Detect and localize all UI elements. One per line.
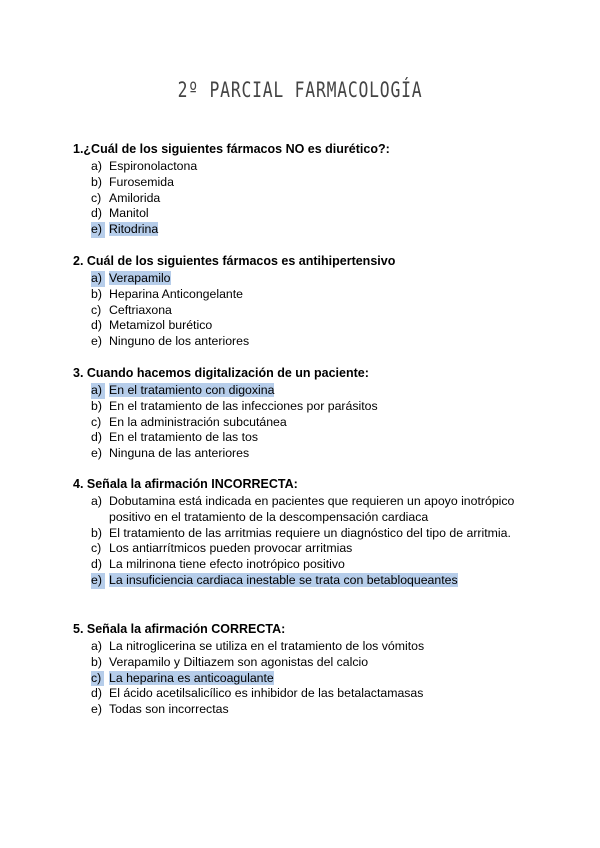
- answer-option: [73, 383, 543, 399]
- answer-option: [73, 334, 543, 350]
- option-letter: a): [91, 639, 102, 653]
- option-letter: c): [91, 190, 102, 205]
- option-letter: d): [91, 430, 102, 445]
- answer-option: [73, 430, 543, 446]
- option-text: Amilorida: [109, 190, 161, 205]
- answer-option: [73, 303, 543, 319]
- highlighted-answer-text: La insuficiencia cardiaca inestable se trata con betabloqueantes: [109, 572, 458, 587]
- option-list: [73, 639, 543, 718]
- answer-option: [73, 686, 543, 702]
- answer-option: [73, 639, 543, 655]
- option-text: Dobutamina está indicada en pacientes que requieren un apoyo inotrópico positivo en el tratamiento de la descompensación cardiaca: [109, 494, 515, 524]
- option-letter: b): [91, 398, 102, 413]
- answer-option: [73, 175, 543, 191]
- answer-option: [73, 573, 543, 589]
- option-letter: a): [91, 494, 102, 508]
- answer-option: [73, 159, 543, 175]
- option-list: [73, 159, 543, 238]
- answer-option: [73, 271, 543, 287]
- question-3: [73, 366, 543, 462]
- option-text: Espironolactona: [109, 159, 198, 173]
- answer-option: [73, 318, 543, 334]
- answer-option: [73, 671, 543, 687]
- option-text: El tratamiento de las arritmias requiere un diagnóstico del tipo de arritmia.: [109, 525, 511, 540]
- option-letter: e): [91, 334, 102, 349]
- page-title: 2º PARCIAL FARMACOLOGÍA: [177, 78, 423, 102]
- answer-option: [73, 222, 543, 238]
- question-2: [73, 254, 543, 350]
- option-letter: c): [91, 671, 104, 687]
- option-text: Ceftriaxona: [109, 302, 172, 317]
- option-text: La nitroglicerina se utiliza en el tratamiento de los vómitos: [109, 639, 425, 653]
- option-text: Verapamilo y Diltiazem son agonistas del calcio: [109, 654, 369, 669]
- answer-option: [73, 655, 543, 671]
- answer-option: [73, 446, 543, 462]
- highlighted-answer-text: La heparina es anticoagulante: [109, 670, 274, 685]
- answer-option: [73, 541, 543, 557]
- option-text: Los antiarrítmicos pueden provocar arritmias: [109, 541, 353, 556]
- question-text: 5. Señala la afirmación CORRECTA:: [73, 622, 286, 636]
- option-letter: a): [91, 383, 105, 399]
- answer-option: [73, 702, 543, 718]
- option-letter: c): [91, 302, 102, 317]
- option-text: Metamizol burético: [109, 318, 213, 333]
- question-5: [73, 622, 543, 718]
- option-letter: d): [91, 557, 102, 572]
- option-letter: a): [91, 159, 102, 173]
- option-text: Ninguno de los anteriores: [109, 334, 250, 349]
- answer-option: [73, 206, 543, 222]
- option-text: La milrinona tiene efecto inotrópico positivo: [109, 557, 345, 572]
- option-letter: e): [91, 573, 105, 589]
- answer-option: [73, 557, 543, 573]
- question-text: 1.¿Cuál de los siguientes fármacos NO es diurético?:: [73, 142, 390, 156]
- option-list: [73, 271, 543, 350]
- option-letter: e): [91, 446, 102, 461]
- answer-option: [73, 191, 543, 207]
- question-text: 2. Cuál de los siguientes fármacos es antihipertensivo: [73, 254, 396, 268]
- question-1: [73, 142, 543, 238]
- option-letter: c): [91, 541, 102, 556]
- option-letter: b): [91, 654, 102, 669]
- answer-option: [73, 494, 543, 526]
- option-letter: b): [91, 286, 102, 301]
- answer-option: [73, 287, 543, 303]
- option-text: Manitol: [109, 206, 149, 221]
- highlighted-answer-text: Ritodrina: [109, 222, 159, 237]
- option-text: Todas son incorrectas: [109, 702, 229, 717]
- option-letter: d): [91, 686, 102, 701]
- option-text: En el tratamiento de las infecciones por parásitos: [109, 398, 378, 413]
- option-text: En el tratamiento de las tos: [109, 430, 259, 445]
- option-list: [73, 494, 543, 589]
- option-letter: c): [91, 414, 102, 429]
- option-text: En la administración subcutánea: [109, 414, 287, 429]
- highlighted-answer-text: En el tratamiento con digoxina: [109, 383, 275, 397]
- answer-option: [73, 399, 543, 415]
- question-text: 4. Señala la afirmación INCORRECTA:: [73, 477, 298, 491]
- option-letter: e): [91, 702, 102, 717]
- option-list: [73, 383, 543, 462]
- option-letter: d): [91, 206, 102, 221]
- option-letter: b): [91, 525, 102, 540]
- answer-option: [73, 415, 543, 431]
- option-letter: e): [91, 222, 105, 238]
- option-text: Furosemida: [109, 174, 174, 189]
- option-letter: d): [91, 318, 102, 333]
- question-4: [73, 477, 543, 589]
- option-text: Ninguna de las anteriores: [109, 446, 250, 461]
- option-letter: a): [91, 271, 105, 287]
- option-letter: b): [91, 174, 102, 189]
- option-text: El ácido acetilsalicílico es inhibidor de las betalactamasas: [109, 686, 424, 701]
- option-text: Heparina Anticongelante: [109, 286, 243, 301]
- question-text: 3. Cuando hacemos digitalización de un paciente:: [73, 366, 369, 380]
- highlighted-answer-text: Verapamilo: [109, 271, 171, 285]
- answer-option: [73, 526, 543, 542]
